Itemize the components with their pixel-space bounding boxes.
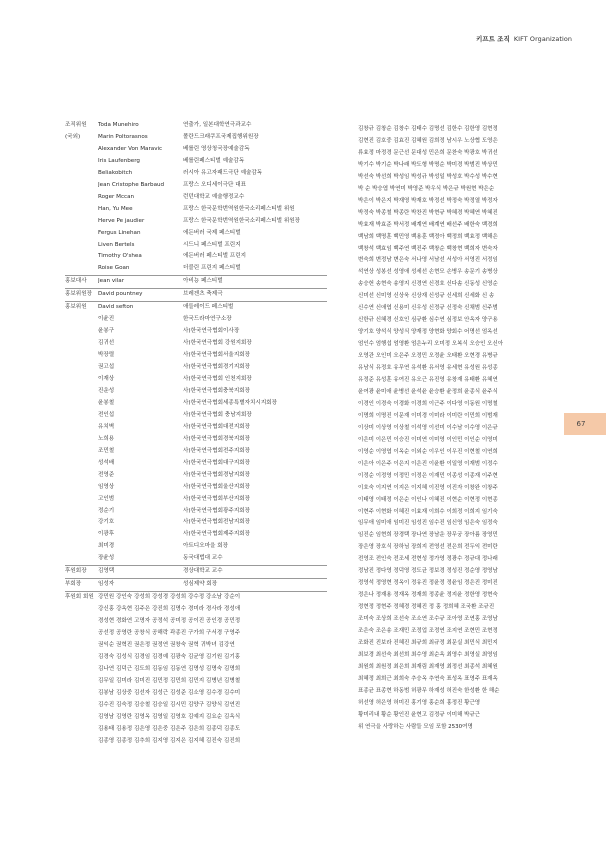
row-org: 사)한국연극협회세종특별자치시지회장 [183, 399, 278, 406]
member-line-right: 신수연 신애엽 신용미 신우성 신정규 신정숙 신채범 신주범 [358, 305, 498, 312]
row-role: 후원회장 [65, 568, 87, 575]
row-name: 김영택 [98, 568, 115, 575]
member-line-right: 전영조 전인숙 전조세 전현성 정가영 정광수 정규대 정나래 [358, 556, 498, 563]
row-name: 최미경 [98, 543, 115, 550]
member-line-right: 백남희 백명훈 백민영 백용훈 백정아 백정희 백효정 백해은 [358, 233, 498, 240]
row-name: David pountney [98, 291, 143, 298]
member-line-right: 박 순 박승엽 박연미 박영준 박우식 박은규 박원현 박은순 [358, 185, 495, 192]
member-line-right: 유남식 유정호 유무연 유석환 유서영 유세현 유성원 유성종 [358, 365, 498, 372]
member-line-right: 신미선 신미영 신상욱 신상재 신성규 신세희 신세화 신 송 [358, 293, 495, 300]
row-org: 더블린 프린지 페스티벌 [183, 265, 241, 272]
member-line: 공선정 공영란 공창식 공해락 곽종진 구가희 구서경 구영주 [98, 630, 241, 637]
member-line-right: 이상미 이상영 이상철 이석영 이선미 이수남 이수영 이은규 [358, 424, 498, 431]
row-org: 폴란드크래쿠프국제집행위원장 [183, 133, 259, 140]
row-name: Roise Goan [98, 265, 130, 272]
row-org: 사)한국연극협회 강원지회장 [183, 340, 252, 347]
member-line-right: 허선영 허은영 허미진 홍기영 홍순희 홍정진 황근영 [358, 699, 481, 706]
member-line-right: 윤여광 윤미애 윤병선 윤석윤 윤승환 윤정희 윤종식 윤주식 [358, 388, 498, 395]
organization-row [65, 120, 327, 132]
row-org: 브레겐츠 축제극 [183, 291, 223, 298]
member-line-right: 유정준 유성훈 유여진 유오근 유진영 유창재 유태환 유혜연 [358, 377, 498, 384]
row-org: 사)한국연극협회경북지회장 [183, 435, 251, 442]
organization-row [65, 240, 327, 252]
member-line-right: 최혜정 최희근 최희숙 추승옥 추연숙 표성옥 표영주 표재옥 [358, 675, 498, 682]
members-names [98, 592, 327, 747]
row-name: Alexander Von Maravic [98, 145, 163, 152]
row-name: Marin Poltorasnos [98, 133, 148, 140]
row-name: Fergus Linehan [98, 229, 141, 236]
organization-row [65, 578, 327, 592]
page-number: 67 [576, 420, 586, 428]
row-name: 정순기 [98, 507, 115, 514]
organization-row [65, 144, 327, 156]
row-name: 전영준 [98, 471, 115, 478]
organization-row [65, 204, 327, 216]
row-name: 이재상 [98, 376, 115, 383]
row-org: 베를린 영상청국장예술감독 [183, 145, 250, 152]
organization-row [65, 529, 327, 541]
member-line-right: 박은이 박은지 박재영 박재호 박정선 박정숙 박정열 박정자 [358, 197, 498, 204]
row-org: 애들레이드 페스티벌 [183, 304, 234, 311]
row-name: Jean vilar [98, 278, 124, 285]
row-org: 사)한국연극협회광주지회장 [183, 507, 251, 514]
member-line-right: 정남진 정다영 정덕영 정도균 정보경 정성진 정순영 정영남 [358, 568, 498, 575]
row-org: 베를린페스티벌 예술감독 [183, 157, 245, 164]
organization-row [65, 275, 327, 288]
member-line-right: 황미리내 황순 황인진 윤현고 김정규 이미해 박규근 [358, 711, 481, 718]
organization-row [65, 410, 327, 422]
member-line-right: 변숙희 변정남 변은숙 서나영 서남선 서성아 서영진 서정임 [358, 257, 498, 264]
page-number-tab [564, 413, 606, 435]
organization-row [65, 251, 327, 263]
row-name: Toda Munehiro [98, 122, 139, 128]
row-role: 홍보대사 [65, 278, 87, 285]
organization-row [65, 494, 327, 506]
member-line-right: 김창규 김창순 김창수 김태수 김명선 김한수 김한영 김현정 [358, 126, 498, 132]
row-name: 권고섭 [98, 364, 115, 371]
organization-row [65, 180, 327, 192]
member-line-right: 정현정 정현주 정혜경 정혜진 정 홍 정희혜 조국환 조규진 [358, 604, 495, 611]
member-line-right: 조미숙 조상희 조선숙 조소연 조수규 조아영 조연홍 조영남 [358, 616, 498, 623]
row-name: Beliakobitch [98, 169, 133, 176]
row-name: 장윤성 [98, 555, 115, 562]
member-line: 김나연 김덕근 김도희 김동임 김동연 김명성 김명숙 김명희 [98, 665, 241, 672]
row-org: 프랑스 오디세이극단 대표 [183, 181, 246, 188]
member-line-right: 위 연극을 사랑하는 사람들 모임 포함 2530여명 [358, 723, 473, 730]
page-header [476, 34, 572, 43]
organization-row [65, 314, 327, 326]
member-line-right: 박기수 박기순 박나래 박도형 박명순 박미경 박범진 박상민 [358, 161, 498, 168]
row-org: 사)한국연극협회울산지회장 [183, 483, 251, 490]
organization-row [65, 398, 327, 410]
member-line-right: 박정숙 박종철 박종란 박찬진 박현규 박혜경 박혜연 박혜진 [358, 209, 498, 216]
row-org: 사)한국연극협회이사장 [183, 328, 240, 335]
header-title-en: KIFT Organization [513, 35, 572, 43]
organization-row [65, 263, 327, 275]
member-line-right: 송승헌 송현숙 송영지 신경연 신경호 신다솜 신동성 신영순 [358, 281, 498, 288]
organization-row [65, 434, 327, 446]
row-org: 사)한국연극협회서울지회장 [183, 352, 251, 359]
row-org: 아비뇽 페스티벌 [183, 278, 223, 285]
row-org: 아트디오마을 회장 [183, 543, 229, 550]
row-org: 시드니 페스티벌 프린지 [183, 241, 241, 248]
members-block [65, 592, 327, 747]
organization-row [65, 565, 327, 578]
member-line-right: 정은나 정재용 정재옥 정재희 정종윤 정지윤 정한영 정현숙 [358, 592, 498, 599]
member-line: 김봉남 김상중 김선자 김성근 김성준 김소영 김수경 김수미 [98, 689, 241, 696]
row-role: 부회장 [65, 581, 82, 588]
member-line-right: 박효재 박효준 박서정 배계연 배계연 배선주 배한숙 백경희 [358, 221, 498, 228]
row-name: 고인범 [98, 495, 115, 502]
row-name: 성석배 [98, 459, 115, 466]
organization-row [65, 350, 327, 362]
row-org: 사)한국연극협회대전지회장 [183, 423, 251, 430]
members-continued [358, 124, 548, 734]
row-role: (국외) [65, 133, 81, 140]
header-title-kr: 키프트 조직 [476, 35, 510, 43]
member-line-right: 김현진 김호중 김효진 김혜원 김희정 남시우 노상협 도영은 [358, 137, 498, 144]
members-role: 후원회 회원 [65, 594, 94, 601]
row-name: 임성자 [98, 581, 115, 588]
row-role: 조직위원 [65, 122, 87, 128]
organization-row [65, 553, 327, 565]
organization-row [65, 422, 327, 434]
organization-row [65, 288, 327, 301]
member-line-right: 정영석 정영현 정옥이 정유진 정윤정 정윤임 정은진 정미진 [358, 580, 498, 587]
member-line-right: 이현주 이현화 이혜진 이효재 이희수 이희정 이희지 임기숙 [358, 508, 498, 515]
member-line: 김경숙 김성식 김경임 김경예 김광숙 김균영 김기원 김기홍 [98, 653, 241, 660]
row-name: 이윤진 [98, 316, 115, 323]
row-org: 사)한국연극협회충북지회장 [183, 387, 251, 394]
member-line-right: 조화진 진보라 진혜진 최규희 최규정 최문실 최민식 최민지 [358, 639, 498, 646]
member-line-right: 엄인수 엄행섭 엄영환 엄은누리 오미정 오복식 오승인 오신아 [358, 341, 504, 348]
row-name: 조민철 [98, 447, 115, 454]
member-line-right: 임무애 임미애 임미진 임성진 임수진 임신영 임은숙 임정숙 [358, 520, 498, 527]
organization-row [65, 301, 327, 314]
member-line-right: 신한규 신혜경 신호인 심규환 심수연 심정보 안옥자 양구용 [358, 317, 498, 324]
organization-row [65, 446, 327, 458]
row-name: David sefton [98, 304, 134, 311]
row-org: 러시아 유고자패드극단 예술감독 [183, 169, 263, 176]
member-line: 김종영 김종정 김추희 김지영 김지은 김지혜 김진숙 김진희 [98, 737, 241, 744]
organization-rows [65, 120, 327, 592]
row-name: 윤봉철 [98, 399, 115, 406]
member-line-right: 표종균 표종현 하동범 허광무 하재성 허진숙 한성환 한 해순 [358, 687, 500, 694]
member-line: 강민원 강인숙 강성희 강성경 강성희 강수정 강소남 강순이 [98, 594, 241, 601]
row-org: 연출가, 일본대학연극과교수 [183, 122, 252, 128]
member-line: 강신홍 강옥현 김주은 강진희 김명수 경미라 경사라 경성애 [98, 606, 241, 613]
row-org: 에든버러 페스티벌 프린지 [183, 253, 246, 260]
member-line: 김수진 김숙정 김승철 김승일 김시민 김양구 김양식 김연진 [98, 701, 241, 708]
member-line: 김용태 김용정 김은영 김은중 김은주 김은희 김종덕 김종도 [98, 725, 241, 732]
row-name: 전인섭 [98, 411, 115, 418]
row-name: 진운성 [98, 387, 115, 394]
organization-row [65, 338, 327, 350]
member-line-right: 이경인 이경숙 이경화 이경희 이근주 이다영 이동원 이명철 [358, 400, 498, 407]
row-org: 사)한국연극협회부산지회장 [183, 495, 251, 502]
row-role: 홍보위원장 [65, 291, 93, 298]
member-line-right: 이은아 이은주 이은지 이은진 이윤환 이일영 이재범 이정수 [358, 460, 498, 467]
row-name: 김귀선 [98, 340, 115, 347]
member-line-right: 이호숙 이지연 이지은 이지혜 이진영 이진자 이창완 이창주 [358, 484, 498, 491]
organization-table [65, 120, 327, 748]
row-name: 유치벽 [98, 423, 115, 430]
row-org: 한국드라마연구소장 [183, 316, 232, 323]
row-org: 사)한국연극협회전남지회장 [183, 519, 251, 526]
row-org: 사)한국연극협회대구지회장 [183, 459, 251, 466]
row-name: Han, Yu Mee [98, 205, 133, 212]
member-line: 김영남 김영란 김영옥 김영일 김영호 김예지 김요순 김옥식 [98, 713, 241, 720]
member-line: 김무일 김미라 김미진 김민정 김민희 김민지 김병년 김병철 [98, 677, 241, 684]
row-name: Timothy O'shea [98, 253, 142, 260]
row-org: 사)한국연극협회 충남지회장 [183, 411, 252, 418]
row-org: 프랑스 한국문학번역원한국소리페스티벌 위원장 [183, 217, 301, 224]
row-name: 노희용 [98, 435, 115, 442]
member-line-right: 조은숙 조은송 조재민 조정업 조정연 조지연 조현민 조현정 [358, 628, 498, 635]
organization-row [65, 517, 327, 529]
member-line-right: 최원희 최원정 최은희 최재림 최재영 최정선 최종석 최혜원 [358, 663, 498, 670]
organization-row [65, 192, 327, 204]
member-line: 경성현 경화연 고명자 공정석 공미정 공이진 공인경 공민정 [98, 618, 241, 625]
row-name: 임영상 [98, 483, 115, 490]
row-org: 사)한국연극협회 인천지회장 [183, 376, 252, 383]
row-org: 런던대학교 예술행정교수 [183, 193, 245, 200]
row-name: Jean Cristophe Barbaud [98, 181, 165, 188]
member-line-right: 이명희 이명진 이문재 이미경 이미라 이미란 이민희 이범재 [358, 412, 498, 419]
member-line-right: 이태영 이태정 이은순 이인나 이혜진 이현순 이현정 이현종 [358, 496, 498, 503]
row-org: 사)한국연극협회경남지회장 [183, 471, 251, 478]
member-line-right: 이영순 이영엽 이옥순 이외순 이우인 이우진 이현철 이연희 [358, 448, 498, 455]
organization-row [65, 132, 327, 144]
organization-row [65, 458, 327, 470]
row-name: Liven Bertels [98, 241, 135, 248]
organization-row [65, 374, 327, 386]
member-line-right: 장은영 장호식 장하님 장희지 전영선 전은희 전두익 전미란 [358, 544, 498, 551]
row-role: 홍보위원 [65, 304, 87, 311]
member-line-right: 최보경 최선숙 최선희 최수영 최순옥 최영수 최영실 최영임 [358, 651, 498, 658]
organization-row [65, 482, 327, 494]
organization-row [65, 541, 327, 553]
row-name: 이광후 [98, 531, 115, 538]
member-line: 권익순 권혁진 권은정 권정연 권창숙 권혁 귀박녀 김강연 [98, 641, 235, 648]
row-org: 사)한국연극협회제주지회장 [183, 531, 251, 538]
organization-row [65, 362, 327, 374]
row-org: 프랑스 한국문학번역원한국소리페스티벌 위원 [183, 205, 295, 212]
organization-row [65, 228, 327, 240]
member-line-right: 이은미 이은민 이승진 이미연 이미영 이인민 이인순 이영미 [358, 436, 498, 443]
member-line-right: 임진순 임현희 장경택 장나연 장남운 장무궁 장아름 장영민 [358, 532, 498, 539]
row-org: 성심제약 회장 [183, 581, 218, 588]
member-line-right: 오영관 오인미 오은주 오정민 오정윤 오태환 오현경 유병규 [358, 353, 498, 360]
row-org: 에든버러 국제 페스티벌 [183, 229, 241, 236]
organization-row [65, 506, 327, 518]
organization-row [65, 156, 327, 168]
organization-row [65, 216, 327, 228]
member-line-right: 백창석 백효임 백주연 백진주 백창순 백창현 백희자 변숙자 [358, 245, 498, 252]
row-org: 경상대학교 교수 [183, 568, 223, 575]
row-org: 동국대법대 교수 [183, 555, 223, 562]
row-org: 사)한국연극협회전주지회장 [183, 447, 251, 454]
member-line-right: 양기호 양석식 양성식 양재정 양현화 양회수 어명선 엄옥선 [358, 329, 498, 336]
row-name: 윤봉구 [98, 328, 115, 335]
member-line-right: 석연상 성봉선 성영애 성세선 손현모 손병우 송문기 송병상 [358, 269, 498, 276]
row-name: Iris Laufenberg [98, 157, 140, 164]
row-name: Herve Pe jaudier [98, 217, 145, 224]
member-line-right: 박선숙 박선희 박성임 박성규 박성일 박성호 박수성 박수현 [358, 173, 498, 180]
organization-row [65, 168, 327, 180]
organization-row [65, 386, 327, 398]
row-name: 강기호 [98, 519, 115, 526]
member-line-right: 이정순 이정영 이정민 이정은 이재민 이종성 이종재 이주현 [358, 472, 498, 479]
row-name: 박장렬 [98, 352, 115, 359]
member-line-right: 류효정 마정경 문근선 문대성 민은희 문찬숙 박광호 박귀선 [358, 149, 498, 156]
row-name: Roger Mccan [98, 193, 135, 200]
organization-row [65, 326, 327, 338]
row-org: 사)한국연극협회경기지회장 [183, 364, 251, 371]
organization-row [65, 470, 327, 482]
